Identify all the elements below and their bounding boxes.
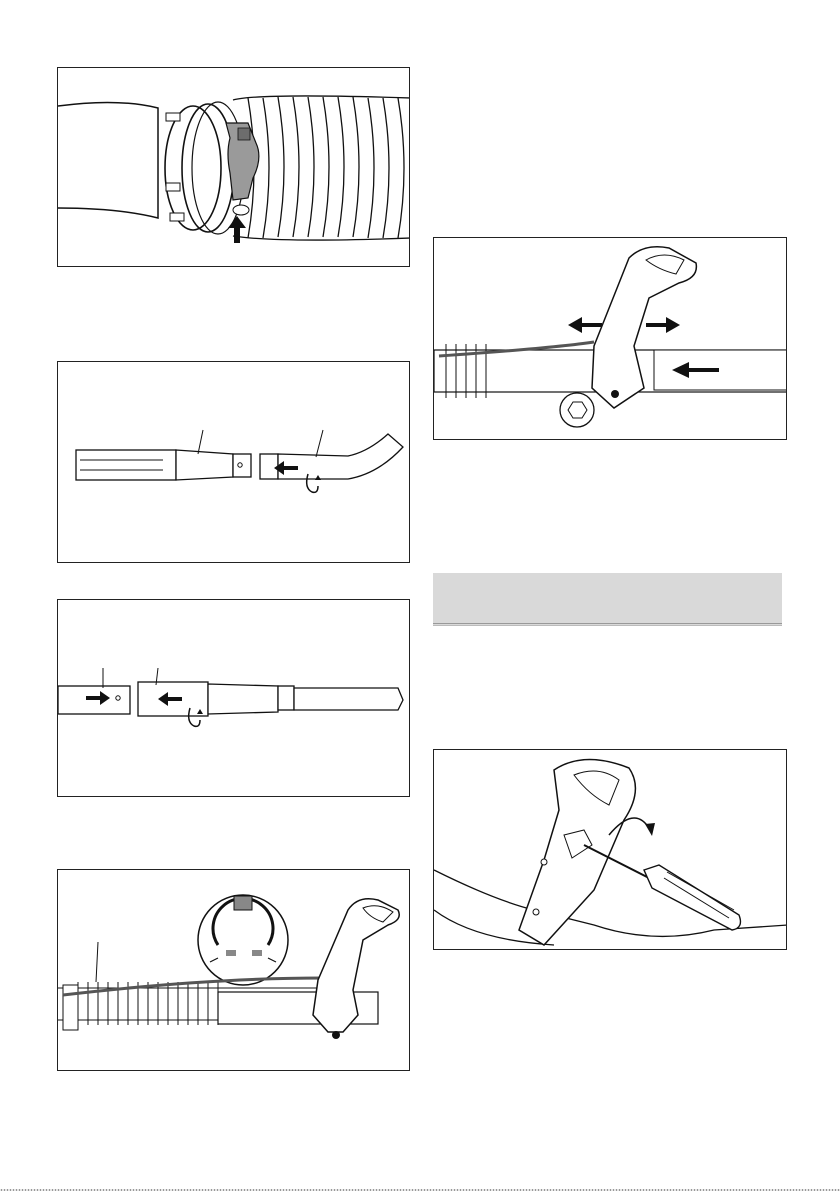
handle-cable-illustration xyxy=(58,870,410,1071)
section-header-box xyxy=(433,573,782,626)
screwdriver-adjust-figure xyxy=(433,749,787,950)
screwdriver-illustration xyxy=(434,750,787,950)
section-divider xyxy=(433,623,782,624)
coupling-illustration xyxy=(58,68,410,267)
handle-slide-illustration xyxy=(434,238,787,440)
straight-pipe-assembly-figure xyxy=(57,599,410,797)
curved-nozzle-assembly-figure xyxy=(57,361,410,563)
page-edge-dots xyxy=(0,1188,840,1192)
curved-nozzle-illustration xyxy=(58,362,410,563)
straight-pipe-illustration xyxy=(58,600,410,797)
coupling-clamp-figure xyxy=(57,67,410,267)
handle-cable-figure xyxy=(57,869,410,1071)
handle-slide-figure xyxy=(433,237,787,440)
